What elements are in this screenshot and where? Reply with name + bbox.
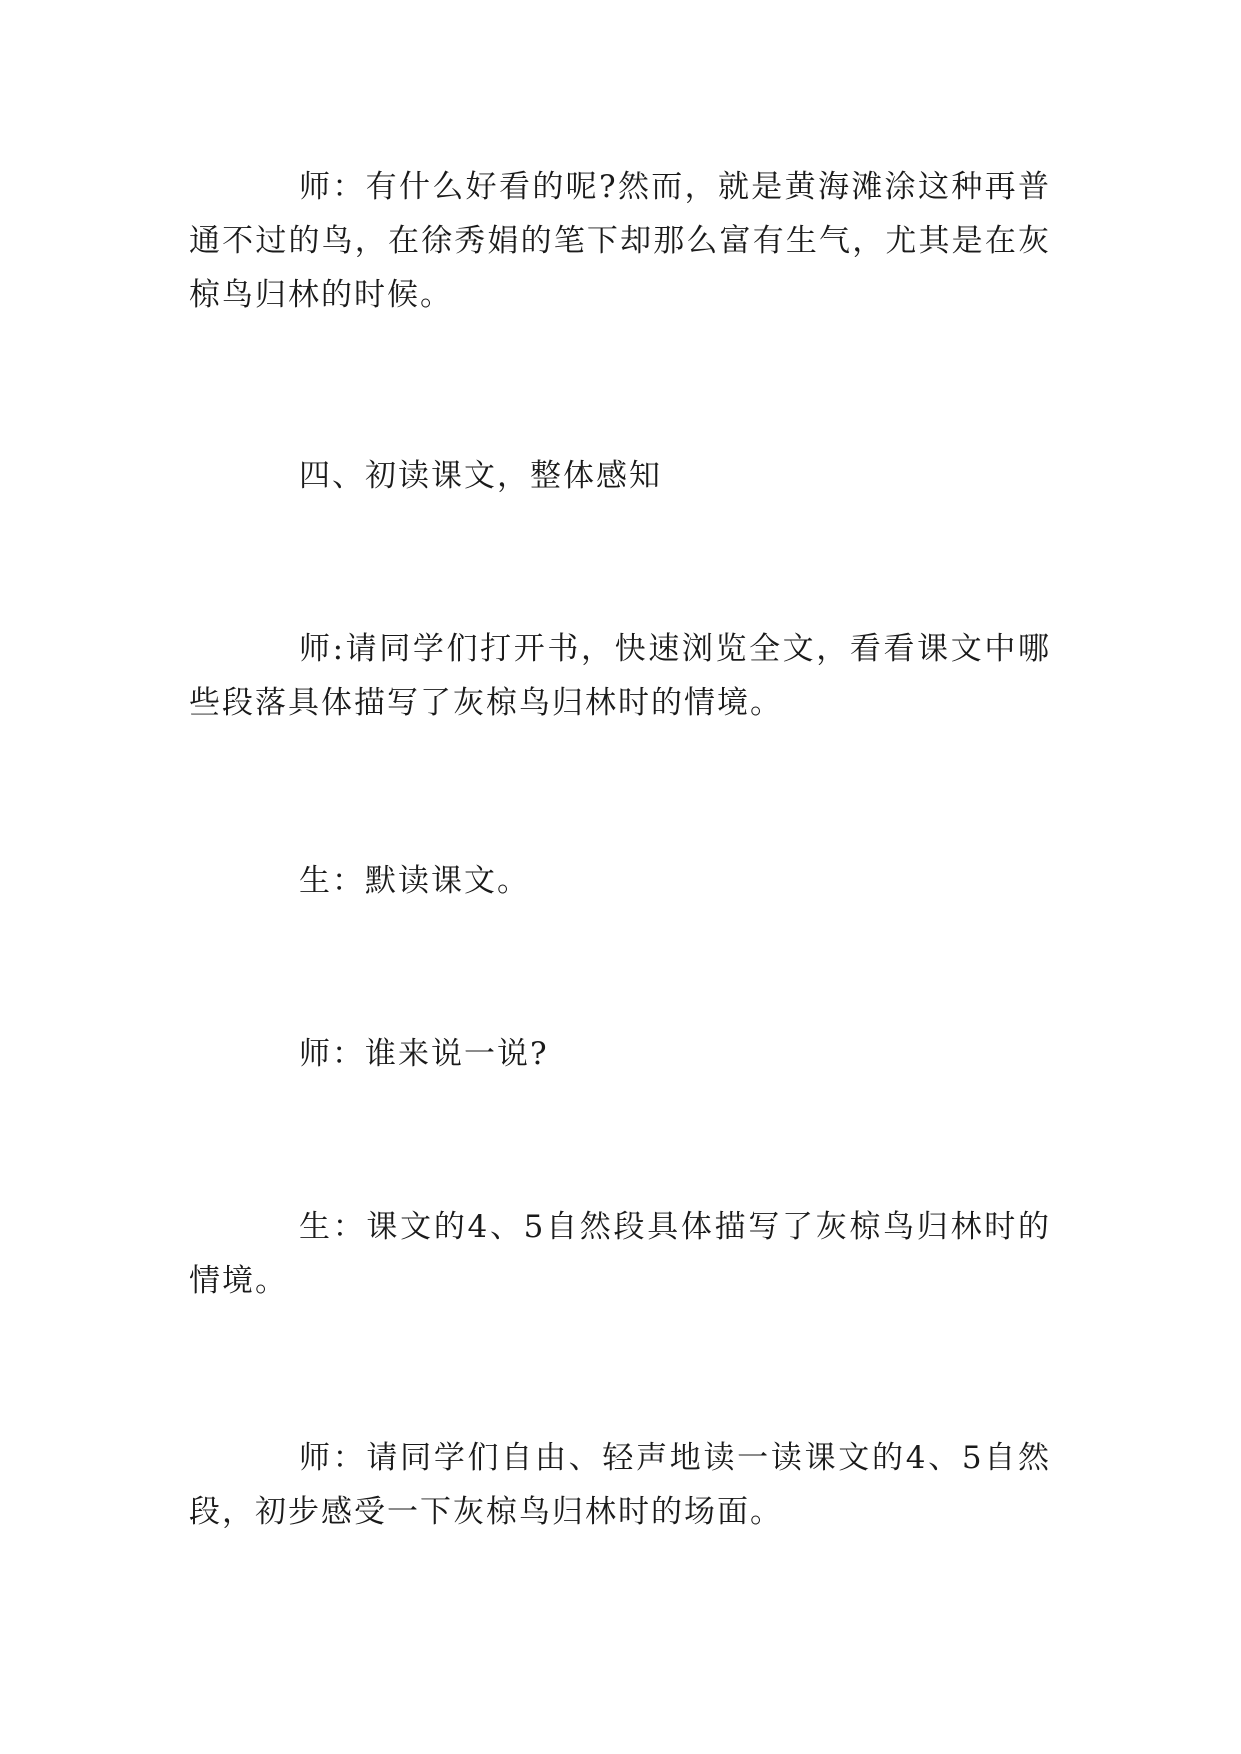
paragraph-teacher-reading-task: 师：请同学们自由、轻声地读一读课文的4、5自然段，初步感受一下灰椋鸟归林时的场面。 bbox=[189, 1440, 1051, 1530]
paragraph-teacher-instruction: 师:请同学们打开书，快速浏览全文，看看课文中哪些段落具体描写了灰椋鸟归林时的情境。 bbox=[189, 631, 1051, 721]
section-heading: 四、初读课文，整体感知 bbox=[299, 458, 662, 494]
paragraph-student-answer: 生：课文的4、5自然段具体描写了灰椋鸟归林时的情境。 bbox=[189, 1209, 1051, 1299]
paragraph-teacher-intro: 师：有什么好看的呢?然而，就是黄海滩涂这种再普通不过的鸟，在徐秀娟的笔下却那么富有生气，尤其是在灰椋鸟归林的时候。 bbox=[189, 169, 1051, 313]
paragraph-teacher-question: 师：谁来说一说? bbox=[299, 1036, 549, 1072]
paragraph-student-reading: 生：默读课文。 bbox=[299, 863, 530, 899]
